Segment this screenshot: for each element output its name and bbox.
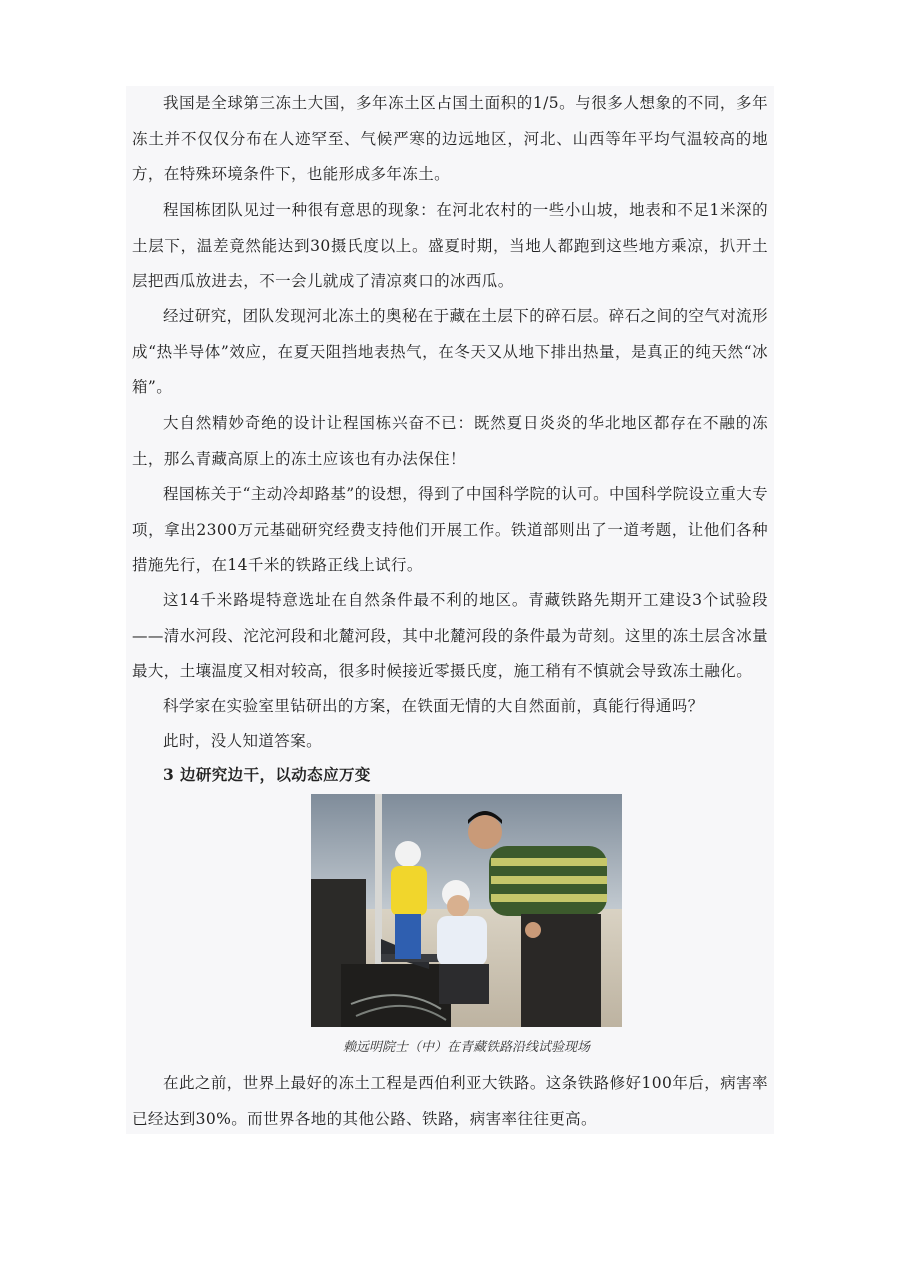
paragraph-no-answer: 此时，没人知道答案。: [163, 732, 323, 750]
paragraph-siberian-railway: 在此之前，世界上最好的冻土工程是西伯利亚大铁路。这条铁路修好100年后，病害率已经达到30%。而世界各地的其他公路、铁路，病害率往往更高。: [132, 1074, 768, 1128]
paragraph-nature-design: 大自然精妙奇绝的设计让程国栋兴奋不已：既然夏日炎炎的华北地区都存在不融的冻土，那么青藏高原上的冻土应该也有办法保住！: [132, 414, 768, 468]
section-heading: 3 边研究边干，以动态应万变: [163, 765, 371, 784]
paragraph-gravel-layer: 经过研究，团队发现河北冻土的奥秘在于藏在土层下的碎石层。碎石之间的空气对流形成“热半导体”效应，在夏天阻挡地表热气，在冬天又从地下排出热量，是真正的纯天然“冰箱”。: [132, 307, 768, 396]
paragraph-frozen-soil-country: 我国是全球第三冻土大国，多年冻土区占国土面积的1/5。与很多人想象的不同，多年冻土并不仅仅分布在人迹罕至、气候严寒的边远地区，河北、山西等年平均气温较高的地方，在特殊环境条件下，也能形成多年冻土。: [132, 94, 768, 183]
paragraph-hebei-phenomenon: 程国栋团队见过一种很有意思的现象：在河北农村的一些小山坡，地表和不足1米深的土层下，温差竟然能达到30摄氏度以上。盛夏时期，当地人都跑到这些地方乘凉，扒开土层把西瓜放进去，不一会儿就成了清凉爽口的冰西瓜。: [132, 201, 768, 290]
field-test-photo: [311, 794, 622, 1027]
photo-caption: 赖远明院士（中）在青藏铁路沿线试验现场: [342, 1040, 590, 1055]
paragraph-active-cooling: 程国栋关于“主动冷却路基”的设想，得到了中国科学院的认可。中国科学院设立重大专项，拿出2300万元基础研究经费支持他们开展工作。铁道部则出了一道考题，让他们各种措施先行，在14千米的铁路正线上试行。: [132, 485, 768, 574]
paragraph-test-sections: 这14千米路堤特意选址在自然条件最不利的地区。青藏铁路先期开工建设3个试验段——清水河段、沱沱河段和北麓河段，其中北麓河段的条件最为苛刻。这里的冻土层含冰量最大，土壤温度又相对较高，很多时候接近零摄氏度，施工稍有不慎就会导致冻土融化。: [132, 591, 769, 680]
paragraph-question: 科学家在实验室里钻研出的方案，在铁面无情的大自然面前，真能行得通吗？: [163, 697, 704, 715]
